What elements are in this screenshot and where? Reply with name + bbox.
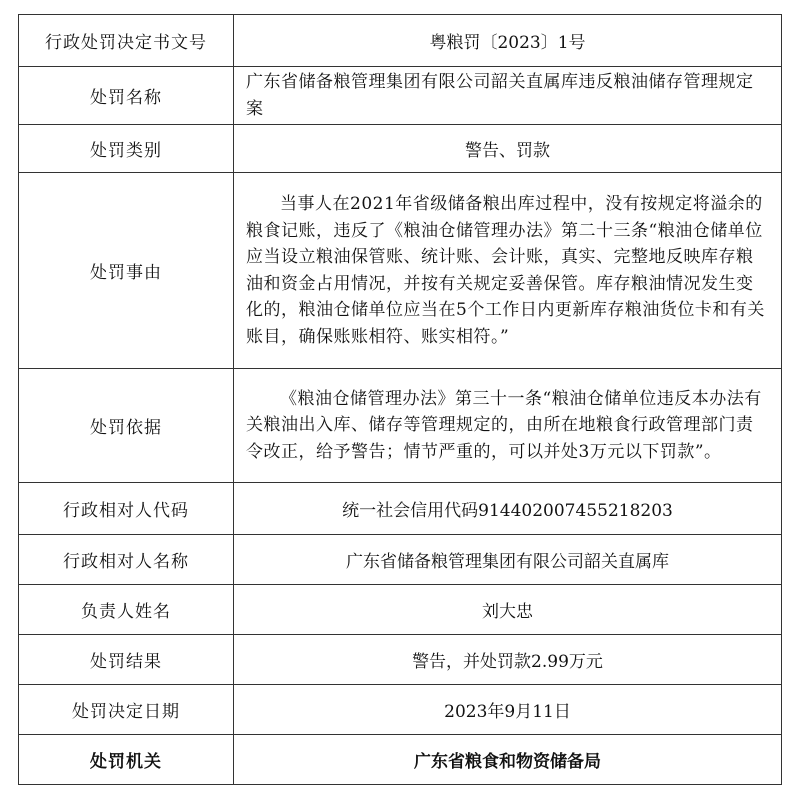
table-row [19, 125, 782, 173]
authority-value: 广东省粮食和物资储备局 [234, 735, 782, 785]
table-row [19, 173, 782, 369]
table-row [19, 483, 782, 535]
row-label-penalty-type: 处罚类别 [19, 125, 234, 173]
table-row [19, 535, 782, 585]
row-label-penalty-basis: 处罚依据 [19, 369, 234, 483]
table-row [19, 735, 782, 785]
penalty-reason-value: 当事人在2021年省级储备粮出库过程中，没有按规定将溢余的粮食记账，违反了《粮油仓储管理办法》第二十三条“粮油仓储单位应当设立粮油保管账、统计账、会计账，真实、完整地反映库存粮油和资金占用情况，并按有关规定妥善保管。库存粮油情况发生变化的，粮油仓储单位应当在5个工作日内更新库存粮油货位卡和有关账目，确保账账相符、账实相符。” [234, 173, 782, 369]
party-code-value: 统一社会信用代码914402007455218203 [234, 483, 782, 535]
row-label-decision-date: 处罚决定日期 [19, 685, 234, 735]
row-label-penalty-name: 处罚名称 [19, 67, 234, 125]
penalty-basis-value: 《粮油仓储管理办法》第三十一条“粮油仓储单位违反本办法有关粮油出入库、储存等管理规定的，由所在地粮食行政管理部门责令改正，给予警告；情节严重的，可以并处3万元以下罚款”。 [234, 369, 782, 483]
table-row [19, 67, 782, 125]
table-row [19, 635, 782, 685]
penalty-type-value: 警告、罚款 [234, 125, 782, 173]
row-label-party-code: 行政相对人代码 [19, 483, 234, 535]
table-row [19, 369, 782, 483]
table-row [19, 585, 782, 635]
penalty-result-value: 警告，并处罚款2.99万元 [234, 635, 782, 685]
row-label-penalty-reason: 处罚事由 [19, 173, 234, 369]
responsible-person-value: 刘大忠 [234, 585, 782, 635]
penalty-info-table [18, 14, 782, 785]
decision-date-value: 2023年9月11日 [234, 685, 782, 735]
row-label-party-name: 行政相对人名称 [19, 535, 234, 585]
table-row [19, 685, 782, 735]
row-label-decision-number: 行政处罚决定书文号 [19, 15, 234, 67]
row-label-penalty-result: 处罚结果 [19, 635, 234, 685]
table-row [19, 15, 782, 67]
row-label-responsible-person: 负责人姓名 [19, 585, 234, 635]
row-label-authority: 处罚机关 [19, 735, 234, 785]
decision-number-value: 粤粮罚〔2023〕1号 [234, 15, 782, 67]
penalty-name-value: 广东省储备粮管理集团有限公司韶关直属库违反粮油储存管理规定案 [234, 67, 782, 125]
party-name-value: 广东省储备粮管理集团有限公司韶关直属库 [234, 535, 782, 585]
